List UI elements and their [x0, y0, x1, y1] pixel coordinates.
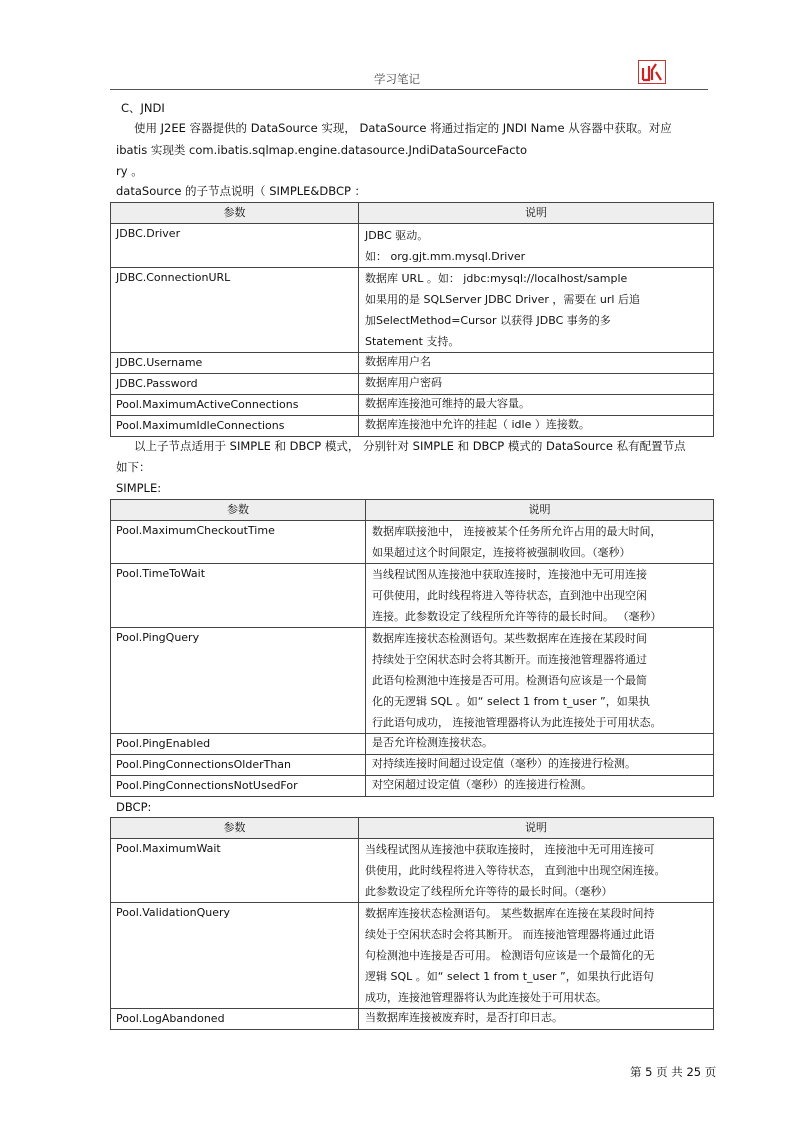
desc-cell: 是否允许检测连接状态。: [366, 734, 714, 755]
desc-column-header: 说明: [366, 500, 714, 521]
desc-cell: 数据库用户密码: [359, 374, 714, 395]
table-row: [111, 395, 714, 416]
desc-cell: 数据库连接池可维持的最大容量。: [359, 395, 714, 416]
desc-cell: 当线程试图从连接池中获取连接时，连接池中无可用连接 可供使用，此时线程将进入等待状态，直到池中出现空闲 连接。此参数设定了线程所允许等待的最长时间。 （毫秒）: [366, 564, 714, 628]
desc-cell: 数据库 URL 。如： jdbc:mysql://localhost/sample 如果用的是 SQLServer JDBC Driver ，需要在 url 后追 加SelectMethod=Cursor 以获得 JDBC 事务的多 Statement 支持。: [359, 268, 714, 353]
table-row: [111, 268, 714, 353]
param-column-header: 参数: [111, 500, 366, 521]
param-cell: Pool.MaximumWait: [111, 839, 359, 903]
table-row: [111, 1009, 714, 1030]
intro-paragraph-line: 使用 J2EE 容器提供的 DataSource 实现， DataSource 将通过指定的 JNDI Name 从容器中获取。对应: [134, 121, 672, 135]
simple-label: SIMPLE:: [116, 481, 162, 495]
table-header-row: [111, 203, 714, 224]
desc-cell: 数据库连接池中允许的挂起（ idle ）连接数。: [359, 416, 714, 437]
table-row: [111, 755, 714, 776]
page-number: 第 5 页 共 25 页: [630, 1065, 717, 1079]
intro-paragraph-line: ibatis 实现类 com.ibatis.sqlmap.engine.datasource.JndiDataSourceFacto: [116, 143, 528, 157]
table-row: [111, 839, 714, 903]
desc-cell: 数据库联接池中， 连接被某个任务所允许占用的最大时间， 如果超过这个时间限定，连接将被强制收回。（毫秒）: [366, 521, 714, 564]
header-title: 学习笔记: [374, 72, 420, 86]
desc-column-header: 说明: [359, 203, 714, 224]
logo-icon: [638, 60, 666, 84]
desc-cell: 数据库用户名: [359, 353, 714, 374]
datasource-subnodes-intro: dataSource 的子节点说明（ SIMPLE&DBCP ：: [116, 184, 367, 198]
table-row: [111, 776, 714, 797]
intro-paragraph-line: ry 。: [116, 164, 143, 178]
dbcp-params-table: [110, 817, 714, 1030]
param-column-header: 参数: [111, 818, 359, 839]
table-row: [111, 416, 714, 437]
param-cell: JDBC.Driver: [111, 224, 359, 268]
param-cell: Pool.MaximumCheckoutTime: [111, 521, 366, 564]
table-row: [111, 374, 714, 395]
desc-cell: 数据库连接状态检测语句。 某些数据库在连接在某段时间持 续处于空闲状态时会将其断开。 而连接池管理器将通过此语 句检测池中连接是否可用。 检测语句应该是一个最简化的无 逻辑 SQL 。如“ select 1 from t_user ”，如果执行此语句 成功，连接池管理器将认为此连接处于可用状态。: [359, 903, 714, 1009]
desc-cell: JDBC 驱动。 如： org.gjt.mm.mysql.Driver: [359, 224, 714, 268]
table-row: [111, 903, 714, 1009]
param-cell: Pool.LogAbandoned: [111, 1009, 359, 1030]
dbcp-label: DBCP:: [116, 800, 152, 814]
param-cell: JDBC.ConnectionURL: [111, 268, 359, 353]
simple-params-table: [110, 499, 714, 797]
table-row: [111, 628, 714, 734]
desc-cell: 对持续连接时间超过设定值（毫秒）的连接进行检测。: [366, 755, 714, 776]
desc-cell: 对空闲超过设定值（毫秒）的连接进行检测。: [366, 776, 714, 797]
table-row: [111, 353, 714, 374]
table-row: [111, 734, 714, 755]
body-text-line: 如下：: [116, 460, 151, 474]
table-row: [111, 564, 714, 628]
param-cell: Pool.MaximumIdleConnections: [111, 416, 359, 437]
param-cell: Pool.PingEnabled: [111, 734, 366, 755]
param-cell: Pool.PingConnectionsNotUsedFor: [111, 776, 366, 797]
desc-cell: 当数据库连接被废弃时，是否打印日志。: [359, 1009, 714, 1030]
param-cell: Pool.PingQuery: [111, 628, 366, 734]
table-header-row: [111, 818, 714, 839]
desc-cell: 当线程试图从连接池中获取连接时， 连接池中无可用连接可 供使用，此时线程将进入等待状态， 直到池中出现空闲连接。 此参数设定了线程所允许等待的最长时间。（毫秒）: [359, 839, 714, 903]
body-text-line: 以上子节点适用于 SIMPLE 和 DBCP 模式， 分别针对 SIMPLE 和 DBCP 模式的 DataSource 私有配置节点: [134, 439, 686, 453]
param-cell: Pool.PingConnectionsOlderThan: [111, 755, 366, 776]
desc-cell: 数据库连接状态检测语句。某些数据库在连接在某段时间 持续处于空闲状态时会将其断开。而连接池管理器将通过 此语句检测池中连接是否可用。检测语句应该是一个最简 化的无逻辑 SQL 。如“ select 1 from t_user ”，如果执 行此语句成功， 连接池管理器将认为此连接处于可用状态。: [366, 628, 714, 734]
datasource-params-table: [110, 202, 714, 437]
param-cell: Pool.MaximumActiveConnections: [111, 395, 359, 416]
table-row: [111, 224, 714, 268]
param-column-header: 参数: [111, 203, 359, 224]
param-cell: JDBC.Username: [111, 353, 359, 374]
section-heading: C、JNDI: [121, 101, 165, 115]
desc-column-header: 说明: [359, 818, 714, 839]
param-cell: JDBC.Password: [111, 374, 359, 395]
table-header-row: [111, 500, 714, 521]
header-rule: [110, 89, 708, 90]
table-row: [111, 521, 714, 564]
param-cell: Pool.TimeToWait: [111, 564, 366, 628]
param-cell: Pool.ValidationQuery: [111, 903, 359, 1009]
